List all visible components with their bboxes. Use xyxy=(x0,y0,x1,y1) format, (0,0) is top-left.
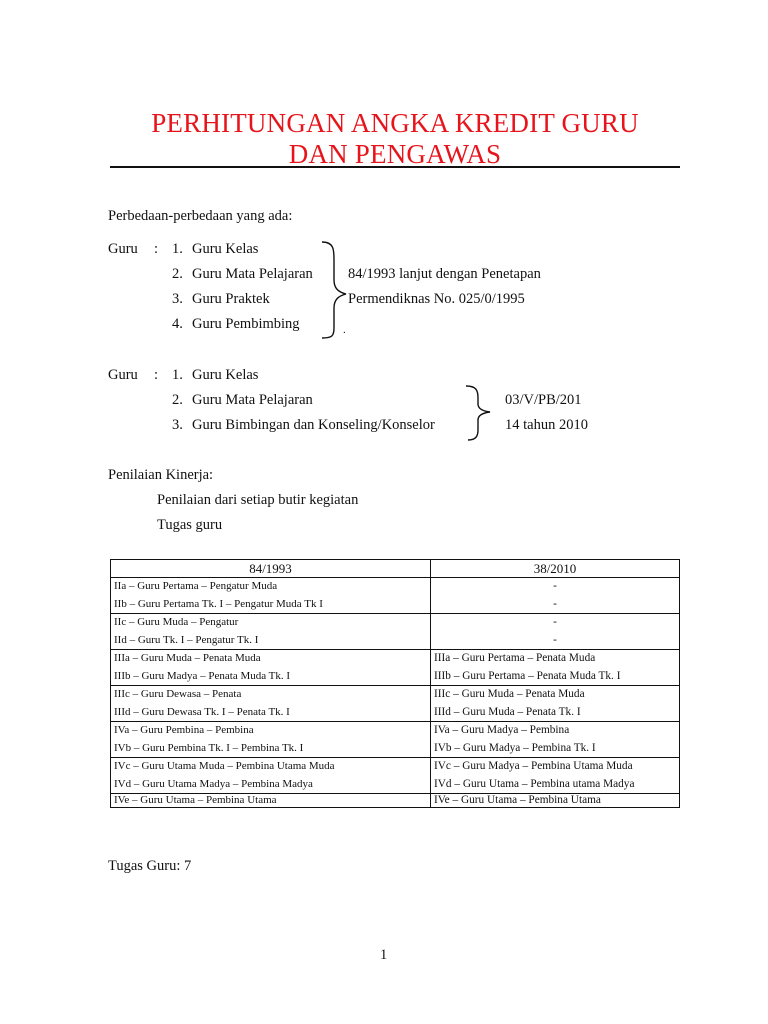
table-row xyxy=(111,686,680,722)
group1-item-4: Guru Pembimbing xyxy=(192,316,300,332)
title-underline xyxy=(110,166,680,168)
table-header-84-1993: 84/1993 xyxy=(111,560,431,578)
cell-line: IVc – Guru Madya – Pembina Utama Muda xyxy=(434,760,633,772)
cell-line: IVd – Guru Utama Madya – Pembina Madya xyxy=(114,777,313,790)
tugas-guru-text: Tugas Guru: 7 xyxy=(108,858,192,874)
kinerja-heading: Penilaian Kinerja: xyxy=(108,467,214,483)
group2-note-line-1: 03/V/PB/201 xyxy=(505,392,582,408)
kinerja-line-2: Tugas guru xyxy=(157,517,223,533)
group2-note-line-2: 14 tahun 2010 xyxy=(505,417,588,433)
group2-label: Guru xyxy=(108,367,138,383)
cell-line: IIIb – Guru Madya – Penata Muda Tk. I xyxy=(114,669,291,682)
cell-line: - xyxy=(553,597,557,610)
intro-text: Perbedaan-perbedaan yang ada: xyxy=(108,208,293,224)
cell-line: IVa – Guru Pembina – Pembina xyxy=(114,724,254,736)
group1-item-2-number: 2. xyxy=(172,266,183,282)
cell-line: IIIc – Guru Muda – Penata Muda xyxy=(434,688,585,700)
table-cell-left xyxy=(111,794,431,808)
table-cell-left xyxy=(111,722,431,758)
table-cell-right xyxy=(431,578,680,614)
table-header-row xyxy=(111,560,680,578)
cell-line: IIId – Guru Dewasa Tk. I – Penata Tk. I xyxy=(114,705,290,718)
table-cell-right xyxy=(431,758,680,794)
group2-item-3: Guru Bimbingan dan Konseling/Konselor xyxy=(192,417,435,433)
cell-line: IVb – Guru Pembina Tk. I – Pembina Tk. I xyxy=(114,741,304,754)
table-row xyxy=(111,722,680,758)
cell-line: IVb – Guru Madya – Pembina Tk. I xyxy=(434,741,596,754)
group2-brace-icon xyxy=(462,384,496,442)
table-cell-left xyxy=(111,578,431,614)
table-cell-left xyxy=(111,758,431,794)
group2-item-1-number: 1. xyxy=(172,367,183,383)
cell-line: IIIb – Guru Pertama – Penata Muda Tk. I xyxy=(434,669,621,682)
cell-line: IVc – Guru Utama Muda – Pembina Utama Muda xyxy=(114,760,335,772)
table-cell-left xyxy=(111,614,431,650)
cell-line: - xyxy=(553,616,557,628)
rank-comparison-table xyxy=(110,559,680,808)
group1-item-1-number: 1. xyxy=(172,241,183,257)
cell-line: IIa – Guru Pertama – Pengatur Muda xyxy=(114,580,278,592)
table-cell-right xyxy=(431,614,680,650)
cell-line: IIIc – Guru Dewasa – Penata xyxy=(114,688,242,700)
cell-line: IVe – Guru Utama – Pembina Utama xyxy=(434,794,601,806)
cell-line: IIId – Guru Muda – Penata Tk. I xyxy=(434,705,581,718)
cell-line: IId – Guru Tk. I – Pengatur Tk. I xyxy=(114,633,259,646)
cell-line: IIIa – Guru Muda – Penata Muda xyxy=(114,652,261,664)
cell-line: - xyxy=(553,633,557,646)
table-cell-left xyxy=(111,650,431,686)
cell-line: IVa – Guru Madya – Pembina xyxy=(434,724,570,736)
table-cell-right xyxy=(431,794,680,808)
group1-item-2: Guru Mata Pelajaran xyxy=(192,266,313,282)
cell-line: IIIa – Guru Pertama – Penata Muda xyxy=(434,652,596,664)
group1-note-line-1: 84/1993 lanjut dengan Penetapan xyxy=(348,266,541,282)
page-number: 1 xyxy=(380,947,388,963)
cell-line: IIb – Guru Pertama Tk. I – Pengatur Muda Tk I xyxy=(114,597,323,610)
group2-item-2: Guru Mata Pelajaran xyxy=(192,392,313,408)
table-row xyxy=(111,758,680,794)
table-row xyxy=(111,794,680,808)
table-cell-right xyxy=(431,722,680,758)
table-row xyxy=(111,650,680,686)
group1-label: Guru xyxy=(108,241,138,257)
group1-note-line-2: Permendiknas No. 025/0/1995 xyxy=(348,291,525,307)
table-cell-left xyxy=(111,686,431,722)
table-row xyxy=(111,578,680,614)
group1-colon: : xyxy=(154,241,159,257)
table-header-38-2010: 38/2010 xyxy=(431,560,680,578)
cell-line: - xyxy=(553,580,557,592)
group1-item-3-number: 3. xyxy=(172,291,183,307)
group2-item-2-number: 2. xyxy=(172,392,183,408)
table-row xyxy=(111,614,680,650)
page-title-line-2: DAN PENGAWAS xyxy=(288,139,502,169)
page-title-line-1: PERHITUNGAN ANGKA KREDIT GURU xyxy=(151,108,639,138)
group2-item-3-number: 3. xyxy=(172,417,183,433)
group2-colon: : xyxy=(154,367,159,383)
group1-item-4-number: 4. xyxy=(172,316,183,332)
cell-line: IIc – Guru Muda – Pengatur xyxy=(114,616,239,628)
table-cell-right xyxy=(431,650,680,686)
group1-item-3: Guru Praktek xyxy=(192,291,270,307)
kinerja-line-1: Penilaian dari setiap butir kegiatan xyxy=(157,492,359,508)
group1-note-dot: . xyxy=(343,324,346,336)
table-cell-right xyxy=(431,686,680,722)
cell-line: IVd – Guru Utama – Pembina utama Madya xyxy=(434,777,635,790)
group1-item-1: Guru Kelas xyxy=(192,241,259,257)
cell-line: IVe – Guru Utama – Pembina Utama xyxy=(114,794,277,806)
group2-item-1: Guru Kelas xyxy=(192,367,259,383)
